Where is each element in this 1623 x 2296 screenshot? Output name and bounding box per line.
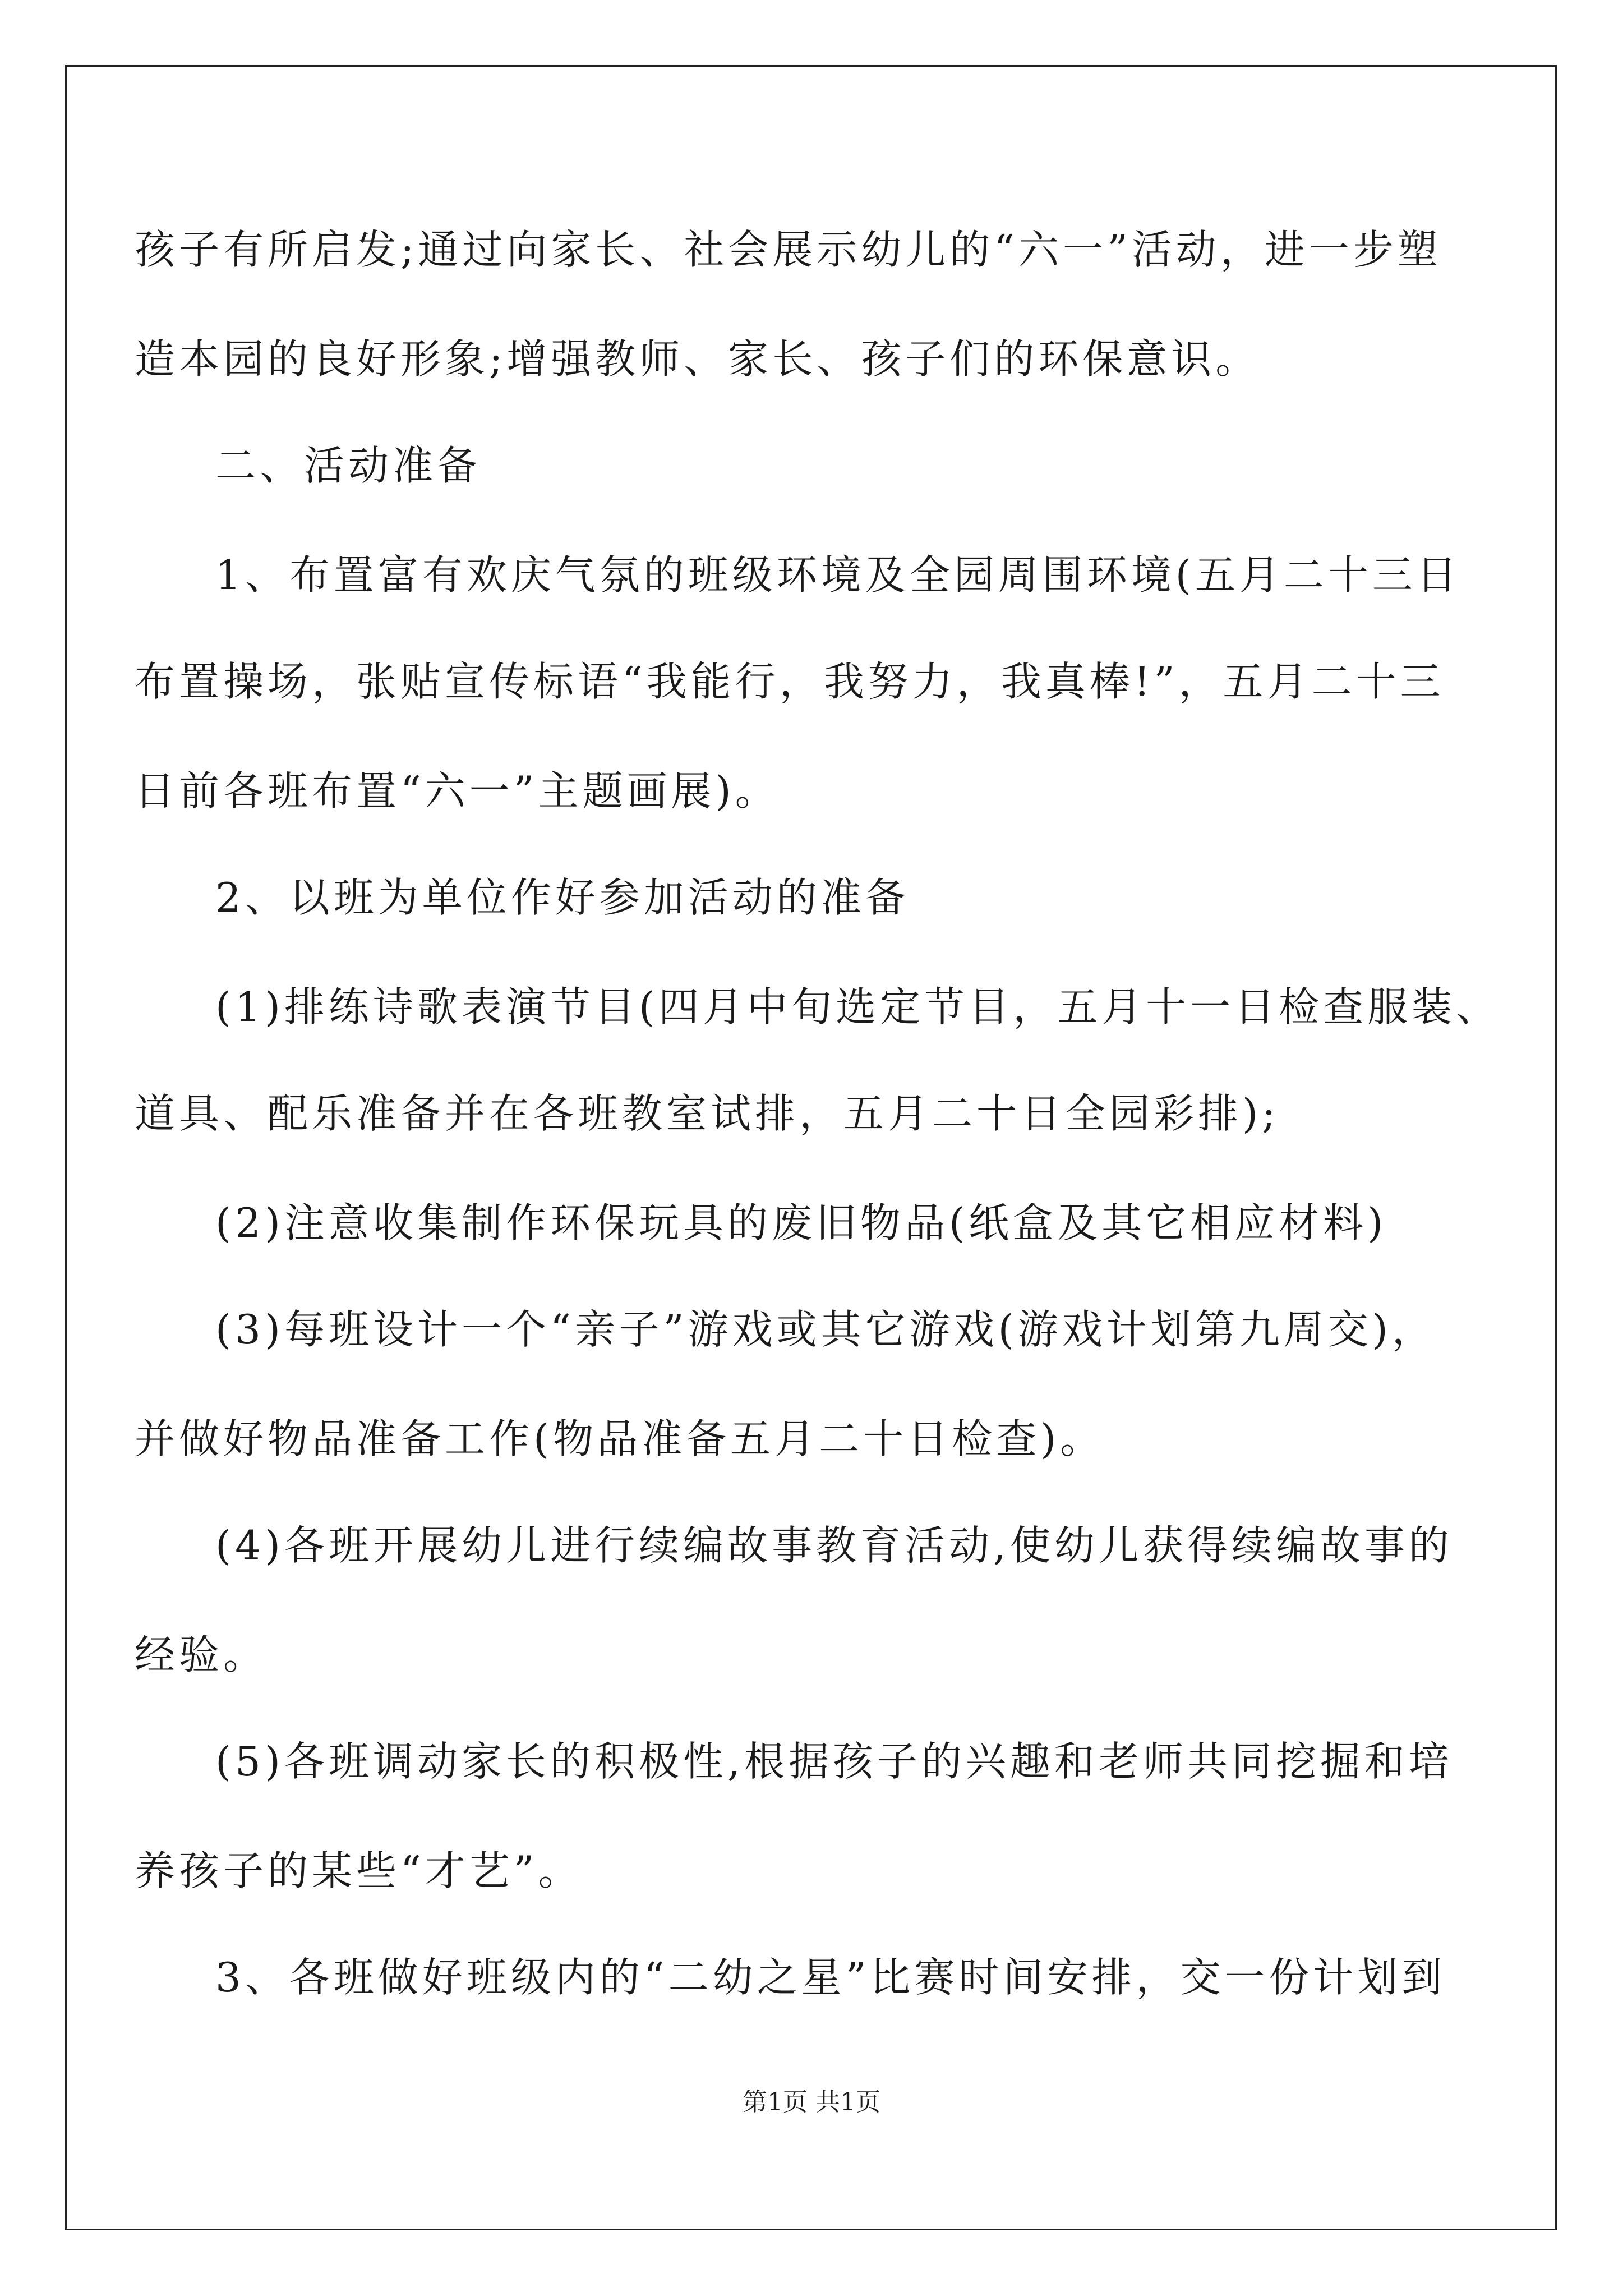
text-line: (5)各班调动家长的积极性,根据孩子的兴趣和老师共同挖掘和培 — [215, 1738, 1453, 1785]
text-line: 3、各班做好班级内的“二幼之星”比赛时间安排，交一份计划到 — [215, 1954, 1446, 2001]
text-line: (4)各班开展幼儿进行续编故事教育活动,使幼儿获得续编故事的 — [215, 1522, 1453, 1569]
text-line: 并做好物品准备工作(物品准备五月二十日检查)。 — [135, 1415, 1105, 1462]
text-line: (2)注意收集制作环保玩具的废旧物品(纸盒及其它相应材料) — [215, 1199, 1387, 1246]
text-line: 造本园的良好形象;增强教师、家长、孩子们的环保意识。 — [135, 335, 1260, 383]
text-line: (1)排练诗歌表演节目(四月中旬选定节目，五月十一日检查服装、 — [215, 983, 1501, 1030]
text-line: 日前各班布置“六一”主题画展)。 — [135, 767, 780, 815]
text-line: (3)每班设计一个“亲子”游戏或其它游戏(游戏计划第九周交)， — [215, 1306, 1436, 1353]
section-heading: 二、活动准备 — [215, 442, 482, 489]
page-frame — [65, 65, 1557, 2230]
text-line: 道具、配乐准备并在各班教室试排，五月二十日全园彩排); — [135, 1090, 1280, 1137]
page-footer: 第1页 共1页 — [743, 2088, 880, 2116]
text-line: 经验。 — [135, 1631, 268, 1678]
text-line: 养孩子的某些“才艺”。 — [135, 1847, 583, 1894]
text-line: 1、布置富有欢庆气氛的班级环境及全园周围环境(五月二十三日 — [215, 551, 1461, 599]
text-line: 布置操场，张贴宣传标语“我能行，我努力，我真棒!”，五月二十三 — [135, 658, 1445, 705]
text-line: 2、以班为单位作好参加活动的准备 — [215, 874, 910, 921]
text-line: 孩子有所启发;通过向家长、社会展示幼儿的“六一”活动，进一步塑 — [135, 226, 1442, 273]
